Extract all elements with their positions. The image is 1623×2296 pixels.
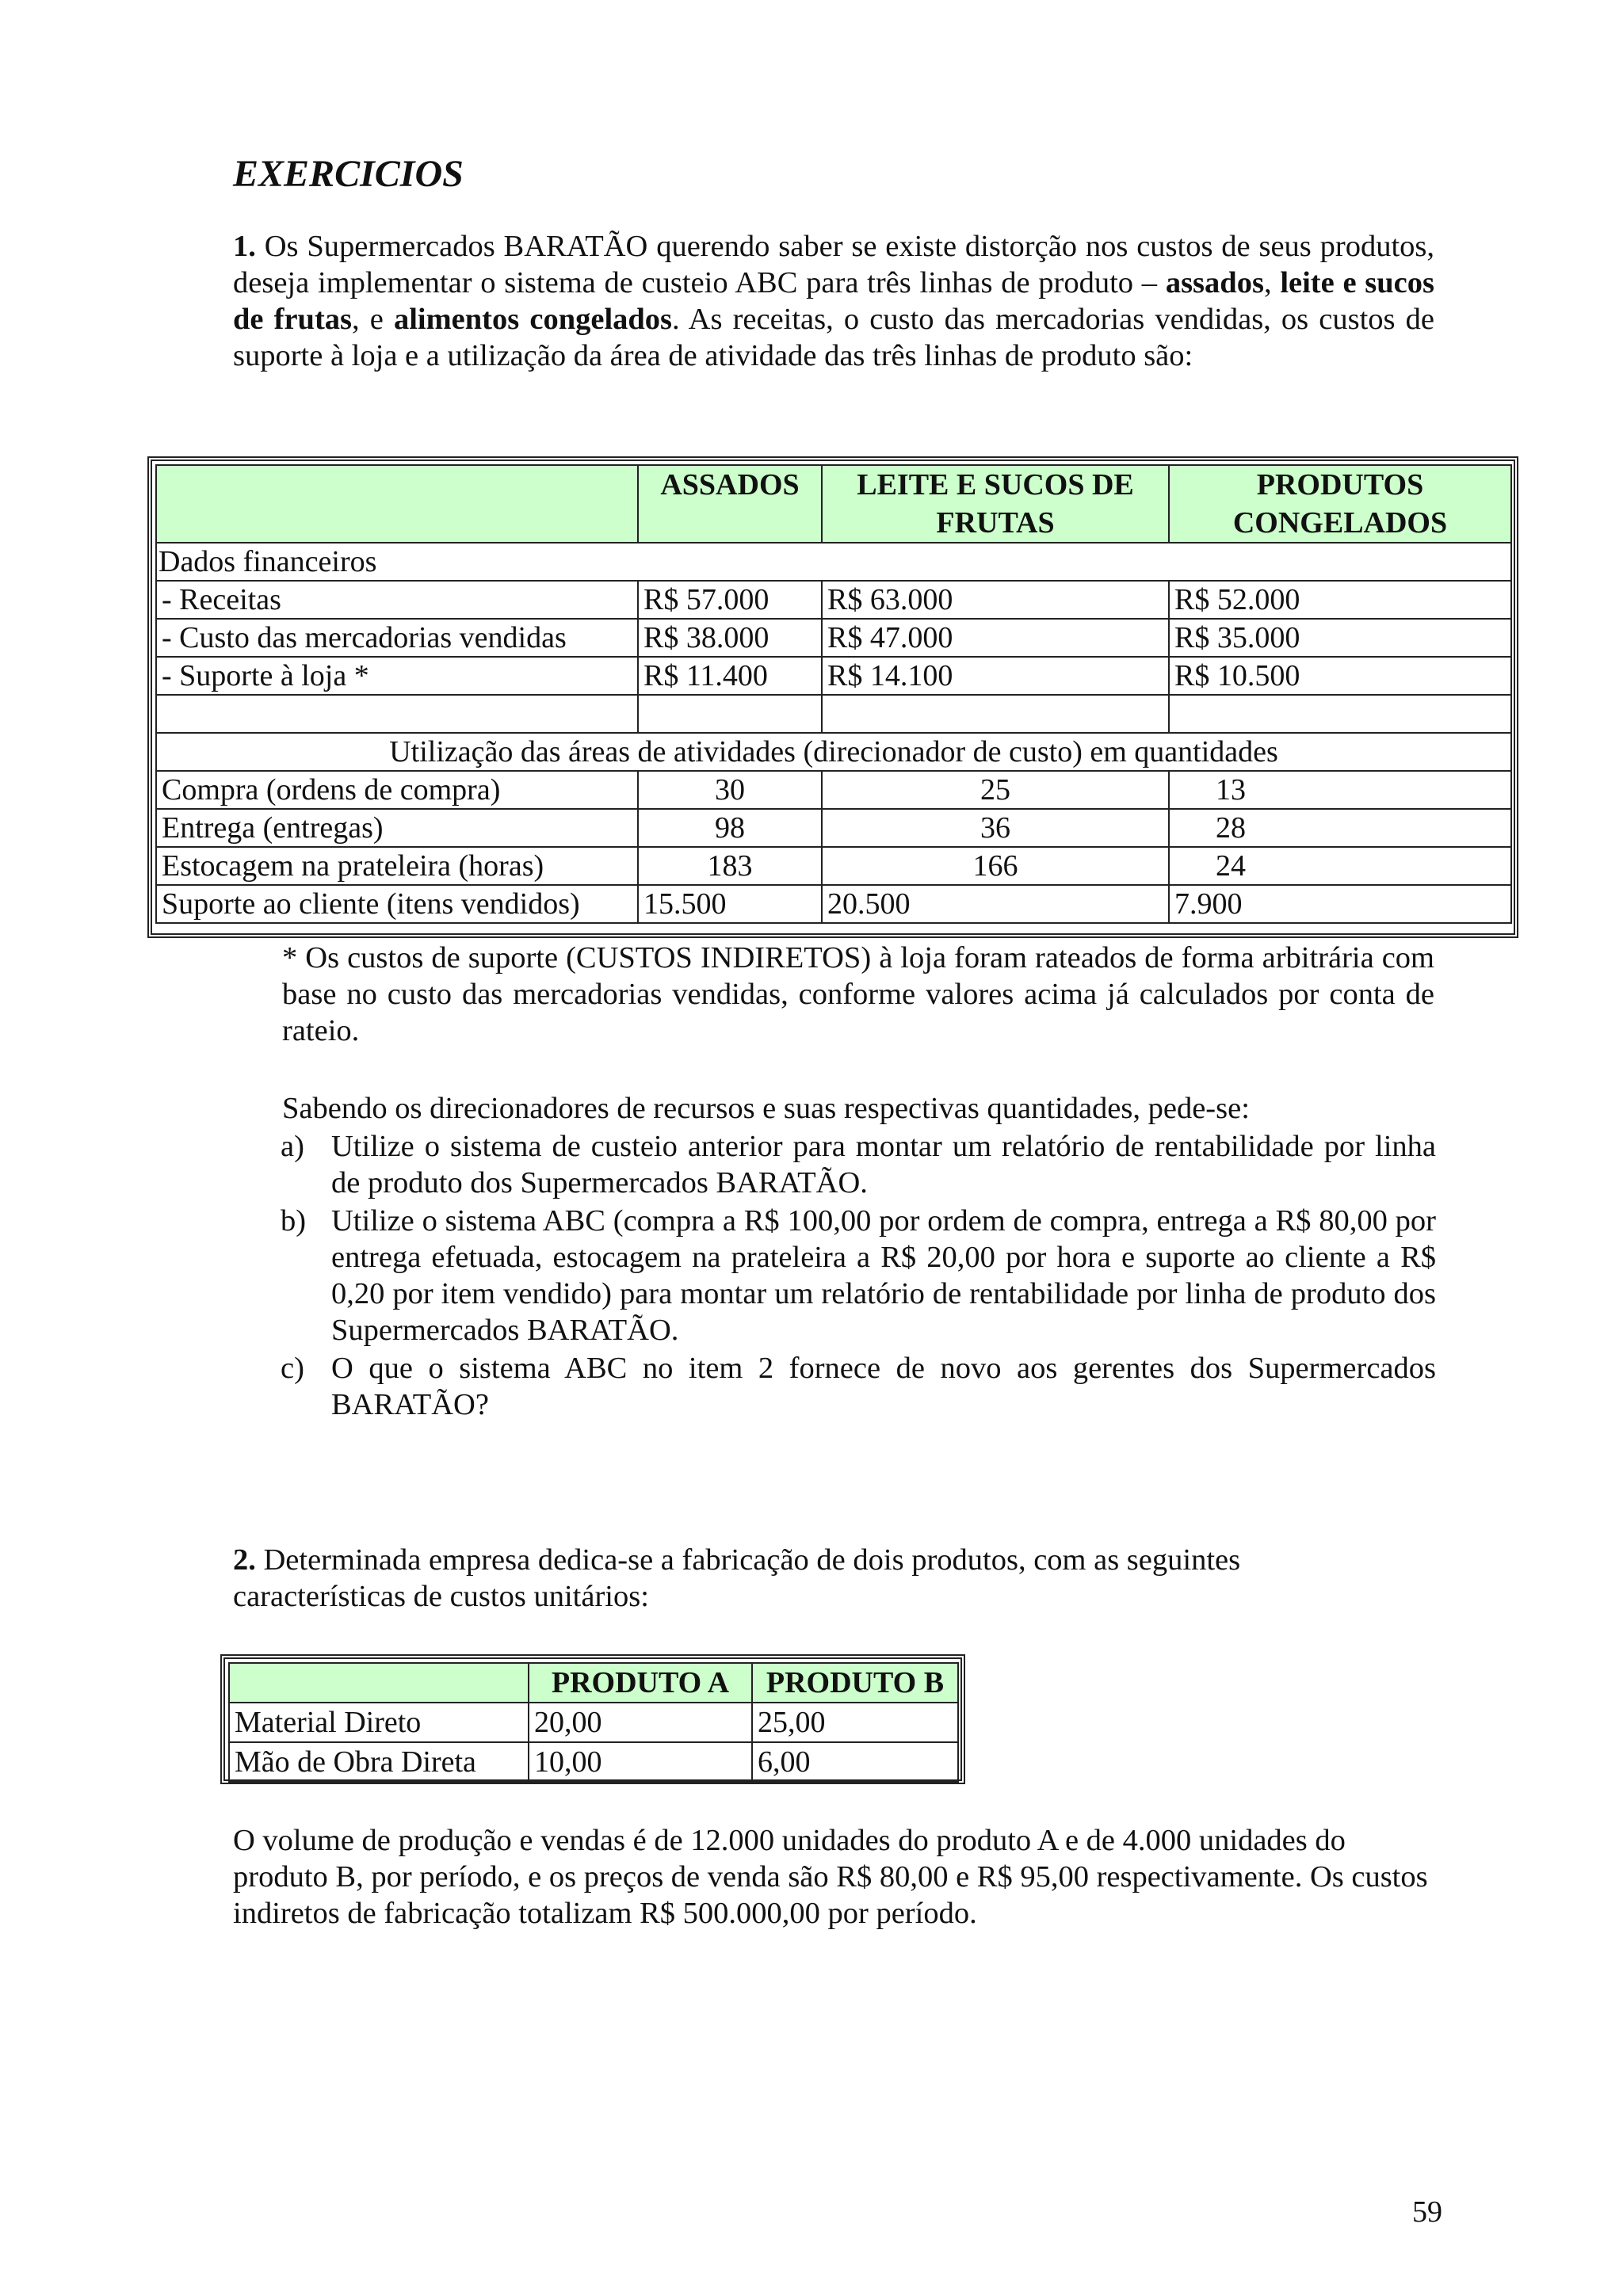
- unit-cost-table: [220, 1654, 965, 1784]
- table-header-cell: LEITE E SUCOS DE FRUTAS: [822, 465, 1169, 543]
- exercise-2-text: 2. Determinada empresa dedica-se a fabricação de dois produtos, com as seguintes características de custos unitários:: [233, 1543, 1241, 1613]
- list-item: a) Utilize o sistema de custeio anterior para montar um relatório de rentabilidade por linha de produto dos Supermercados BARATÃO.: [281, 1130, 1436, 1199]
- table-header-cell: [156, 465, 638, 543]
- closing-paragraph: O volume de produção e vendas é de 12.000 unidades do produto A e de 4.000 unidades do produto B, por período, e os preços de venda são R$ 80,00 e R$ 95,00 respectivamente. Os custos indiretos de fabricação totalizam R$ 500.000,00 por período.: [233, 1824, 1428, 1930]
- table-header-cell: PRODUTOS CONGELADOS: [1169, 465, 1511, 543]
- table-row: Compra (ordens de compra) 30 25 13: [156, 771, 1511, 809]
- questions-list: [281, 1128, 1436, 1425]
- table-row: - Suporte à loja * R$ 11.400 R$ 14.100 R$ 10.500: [156, 657, 1511, 695]
- financial-table: [147, 456, 1518, 938]
- questions-intro: Sabendo os direcionadores de recursos e suas respectivas quantidades, pede-se:: [282, 1092, 1250, 1125]
- exercise-1-number: 1.: [233, 230, 256, 263]
- table-row: - Receitas R$ 57.000 R$ 63.000 R$ 52.000: [156, 581, 1511, 619]
- table-row: Entrega (entregas) 98 36 28: [156, 809, 1511, 847]
- section-label: Dados financeiros: [156, 543, 1511, 581]
- table-header-cell: ASSADOS: [638, 465, 822, 543]
- table-header-cell: PRODUTO A: [529, 1663, 752, 1703]
- table-footnote: * Os custos de suporte (CUSTOS INDIRETOS) à loja foram rateados de forma arbitrária com base no custo das mercadorias vendidas, conforme valores acima já calculados por conta de rateio.: [282, 941, 1434, 1047]
- list-item: c) O que o sistema ABC no item 2 fornece de novo aos gerentes dos Supermercados BARATÃO?: [281, 1352, 1436, 1421]
- page-title: EXERCICIOS: [233, 153, 464, 195]
- table-row: Estocagem na prateleira (horas) 183 166 24: [156, 847, 1511, 885]
- table-row: [156, 733, 1511, 771]
- table-row: Material Direto 20,00 25,00: [229, 1703, 958, 1742]
- exercise-1-text: 1. Os Supermercados BARATÃO querendo saber se existe distorção nos custos de seus produtos, deseja implementar o sistema de custeio ABC para três linhas de produto – assados, leite e sucos de frutas, e alimentos congelados. As receitas, o custo das mercadorias vendidas, os custos de suporte à loja e a utilização da área de atividade das três linhas de produto são:: [233, 230, 1435, 372]
- table-header-cell: PRODUTO B: [752, 1663, 958, 1703]
- table-row: Suporte ao cliente (itens vendidos) 15.500 20.500 7.900: [156, 885, 1511, 923]
- exercise-2-number: 2.: [233, 1543, 256, 1577]
- table-header-row: [156, 465, 1511, 543]
- page-number: 59: [1412, 2195, 1442, 2229]
- table-row: [156, 695, 1511, 733]
- list-item: b) Utilize o sistema ABC (compra a R$ 100,00 por ordem de compra, entrega a R$ 80,00 por entrega efetuada, estocagem na prateleira a R$ 20,00 por hora e suporte ao cliente a R$ 0,20 por item vendido) para montar um relatório de rentabilidade por linha de produto dos Supermercados BARATÃO.: [281, 1204, 1436, 1347]
- table-row: Mão de Obra Direta 10,00 6,00: [229, 1742, 958, 1782]
- table-header-row: [229, 1663, 958, 1703]
- table-row: [156, 543, 1511, 581]
- table-row: - Custo das mercadorias vendidas R$ 38.000 R$ 47.000 R$ 35.000: [156, 619, 1511, 657]
- section-label: Utilização das áreas de atividades (direcionador de custo) em quantidades: [156, 733, 1511, 771]
